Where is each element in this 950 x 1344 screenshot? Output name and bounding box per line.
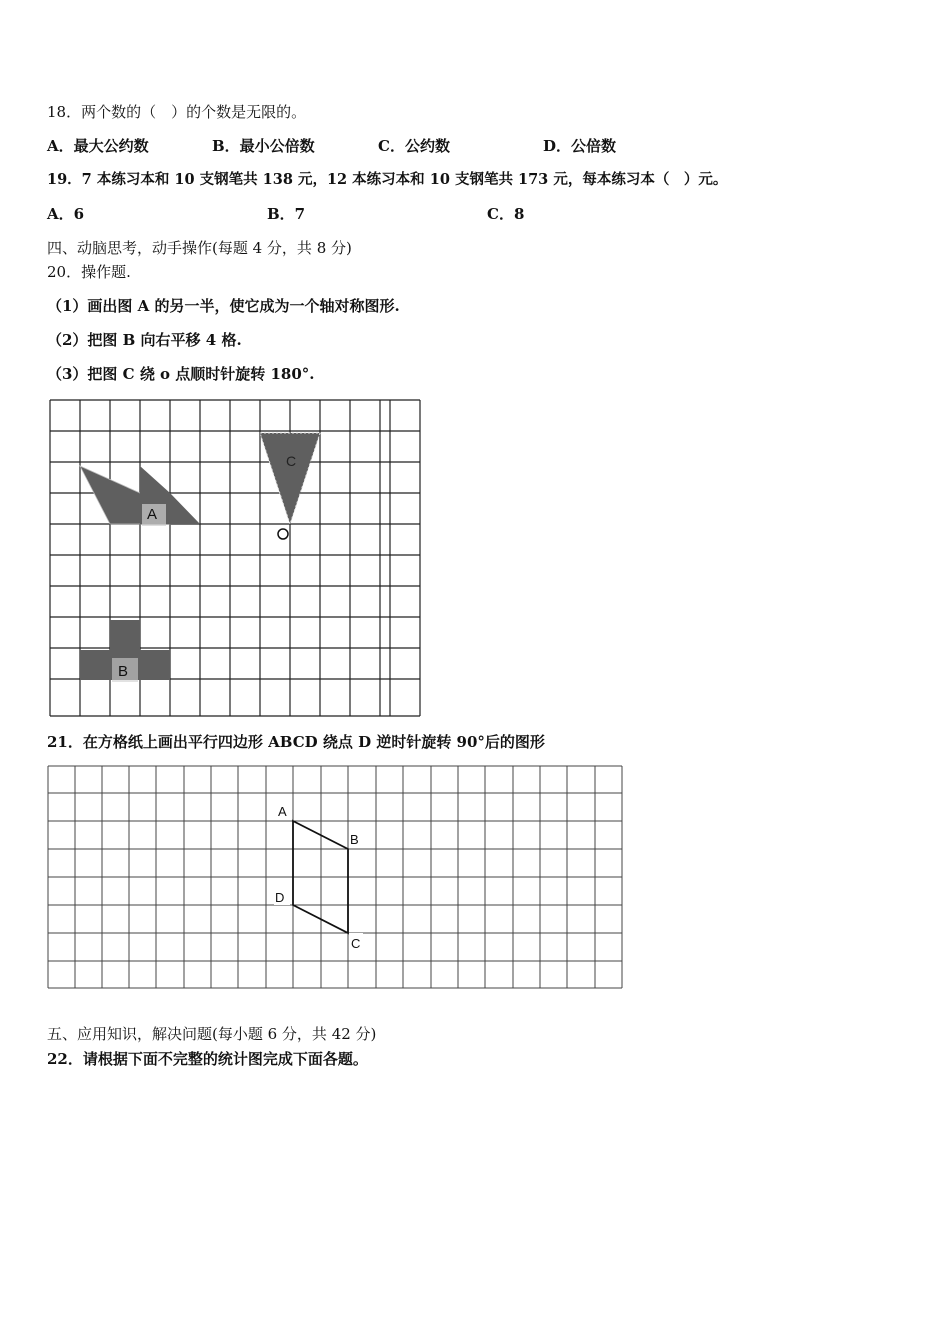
label-d: D <box>275 890 285 905</box>
q20-task-3: （3）把图 C 绕 o 点顺时针旋转 180°. <box>47 365 315 383</box>
q21-grid-figure <box>46 765 624 991</box>
q21-stem: 21．在方格纸上画出平行四边形 ABCD 绕点 D 逆时针旋转 90°后的图形 <box>47 733 545 751</box>
label-b: B <box>118 663 129 680</box>
q18-option-c: C．公约数 <box>378 137 450 155</box>
q18-option-d: D．公倍数 <box>543 137 617 155</box>
point-o <box>278 529 288 539</box>
section5-title: 五、应用知识，解决问题(每小题 6 分，共 42 分) <box>47 1025 377 1043</box>
label-c: C <box>351 936 361 951</box>
q19-option-b: B．7 <box>267 205 306 223</box>
label-c: C <box>286 453 297 469</box>
q18-stem: 18．两个数的（ ）的个数是无限的。 <box>47 103 307 121</box>
q19-option-a: A．6 <box>47 205 85 223</box>
q21-grid-lines <box>48 766 622 988</box>
shape-b-top <box>110 620 140 650</box>
q20-grid-figure <box>46 396 426 720</box>
q18-option-a: A．最大公约数 <box>47 137 149 155</box>
label-b: B <box>350 832 359 847</box>
section4-title: 四、动脑思考，动手操作(每题 4 分，共 8 分) <box>47 239 352 257</box>
q20-stem: 20．操作题. <box>47 263 131 281</box>
q22-stem: 22．请根据下面不完整的统计图完成下面各题。 <box>47 1050 368 1068</box>
q19-option-c: C．8 <box>487 205 525 223</box>
shape-c <box>260 433 320 524</box>
q18-option-b: B．最小公倍数 <box>212 137 315 155</box>
q19-stem: 19．7 本练习本和 10 支钢笔共 138 元，12 本练习本和 10 支钢笔共 173 元，每本练习本（ ）元。 <box>47 171 728 188</box>
label-a: A <box>147 506 158 523</box>
q20-task-2: （2）把图 B 向右平移 4 格. <box>47 331 242 349</box>
q20-task-1: （1）画出图 A 的另一半，使它成为一个轴对称图形. <box>47 297 400 315</box>
label-a: A <box>278 804 287 819</box>
